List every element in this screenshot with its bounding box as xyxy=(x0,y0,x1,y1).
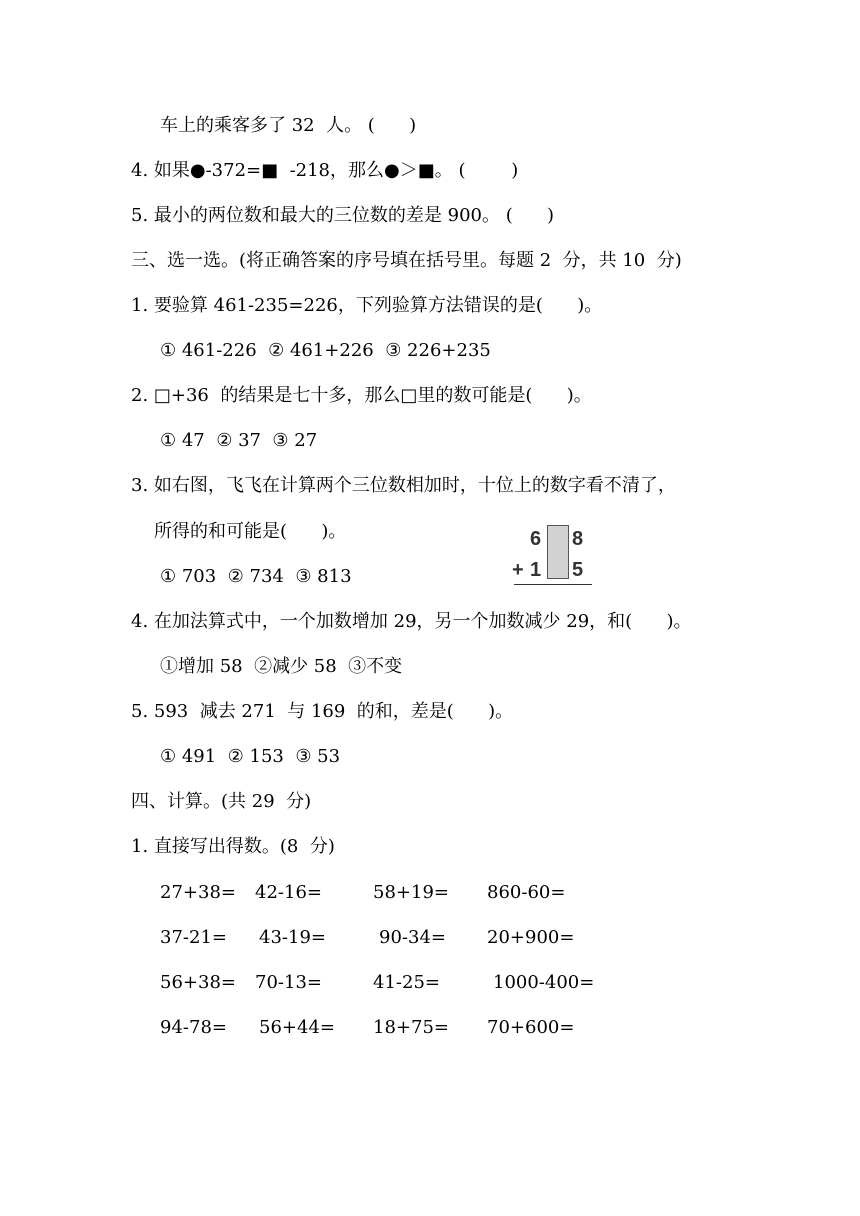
calc-item: 18+75= xyxy=(373,1017,449,1038)
question-line-2: 4. 如果●-372=■ -218，那么●＞■。 ( ) xyxy=(131,160,519,181)
calc-item: 1000-400= xyxy=(493,972,595,993)
section-heading-choose: 三、选一选。(将正确答案的序号填在括号里。每题 2 分，共 10 分) xyxy=(131,250,682,271)
calc-item: 41-25= xyxy=(373,972,440,993)
plus-sign: + xyxy=(512,559,524,581)
calc-item: 860-60= xyxy=(487,882,566,903)
question-line-7: 4. 在加法算式中，一个加数增加 29，另一个加数减少 29，和( )。 xyxy=(131,611,692,632)
options-line-4: ①增加 58 ②减少 58 ③不变 xyxy=(160,656,403,677)
calc-item: 20+900= xyxy=(487,927,575,948)
question-line-6-cont: 所得的和可能是( )。 xyxy=(154,521,347,542)
digit-bottom-ones: 5 xyxy=(572,559,584,581)
digit-top-hundreds: 6 xyxy=(530,528,542,550)
calc-item: 90-34= xyxy=(379,927,446,948)
calc-item: 94-78= xyxy=(160,1017,227,1038)
vertical-addition-figure xyxy=(510,522,594,588)
question-line-3: 5. 最小的两位数和最大的三位数的差是 900。 ( ) xyxy=(131,205,555,226)
question-line-5: 2. □+36 的结果是七十多，那么□里的数可能是( )。 xyxy=(131,385,592,406)
options-line-2: ① 47 ② 37 ③ 27 xyxy=(160,430,318,451)
question-line-4: 1. 要验算 461-235=226，下列验算方法错误的是( )。 xyxy=(131,295,603,316)
calc-item: 37-21= xyxy=(160,927,227,948)
calc-item: 70+600= xyxy=(487,1017,575,1038)
question-line-6: 3. 如右图，飞飞在计算两个三位数相加时，十位上的数字看不清了， xyxy=(131,475,676,496)
question-line-1: 车上的乘客多了 32 人。 ( ) xyxy=(160,115,417,136)
section-heading-calc: 四、计算。(共 29 分) xyxy=(131,791,312,812)
calc-item: 43-19= xyxy=(259,927,326,948)
calc-item: 56+44= xyxy=(259,1017,335,1038)
calc-item: 58+19= xyxy=(373,882,449,903)
sum-rule-line xyxy=(514,584,592,585)
question-line-8: 5. 593 减去 271 与 169 的和，差是( )。 xyxy=(131,701,514,722)
calc-item: 42-16= xyxy=(255,882,322,903)
options-line-1: ① 461-226 ② 461+226 ③ 226+235 xyxy=(160,340,491,361)
question-line-9: 1. 直接写出得数。(8 分) xyxy=(131,836,335,857)
calc-item: 27+38= xyxy=(160,882,236,903)
options-line-5: ① 491 ② 153 ③ 53 xyxy=(160,746,341,767)
options-line-3: ① 703 ② 734 ③ 813 xyxy=(160,566,352,587)
calc-item: 70-13= xyxy=(255,972,322,993)
digit-bottom-hundreds: 1 xyxy=(530,559,542,581)
hidden-tens-box xyxy=(547,525,569,579)
calc-item: 56+38= xyxy=(160,972,236,993)
digit-top-ones: 8 xyxy=(572,528,584,550)
